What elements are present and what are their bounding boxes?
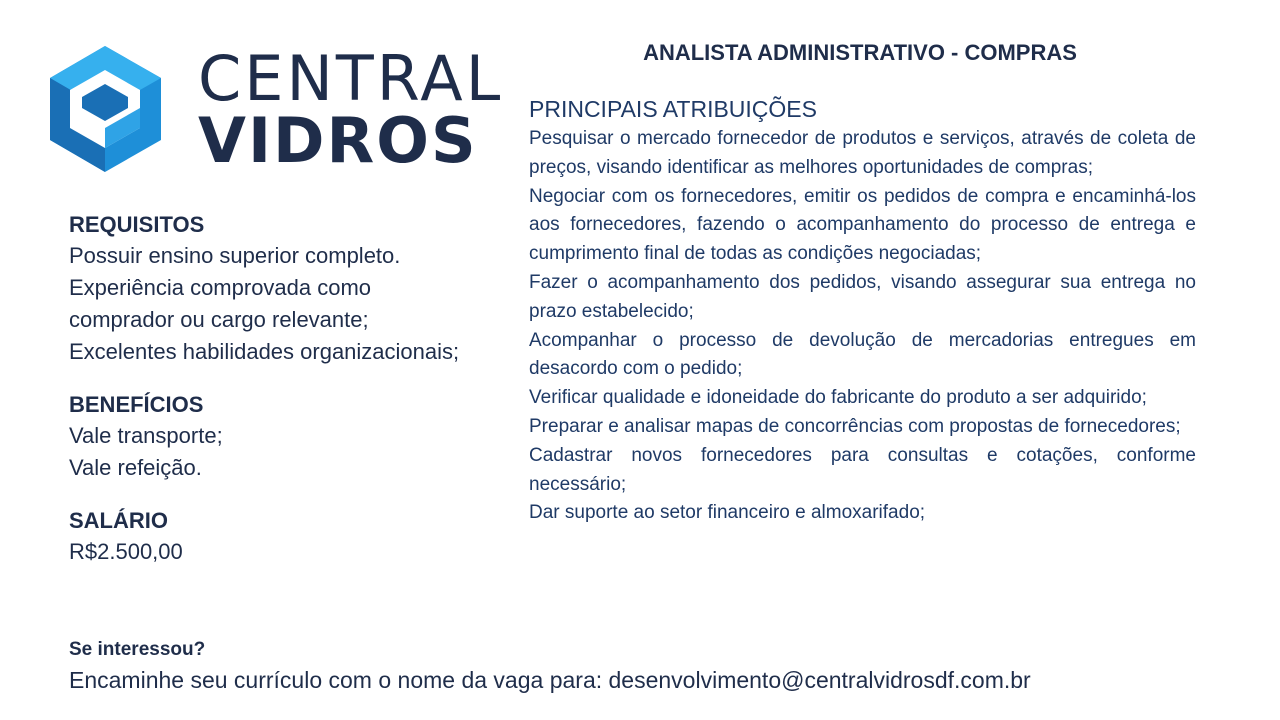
atribuicao-item: Pesquisar o mercado fornecedor de produtos e serviços, através de coleta de preços, visando identificar as melhores oportunidades de compras; — [529, 128, 1196, 178]
logo-mark-icon — [48, 44, 163, 174]
job-title: ANALISTA ADMINISTRATIVO - COMPRAS — [643, 40, 1077, 65]
atribuicao-item: Fazer o acompanhamento dos pedidos, visando assegurar sua entrega no prazo estabelecido; — [529, 271, 1196, 322]
atribuicoes-title: PRINCIPAIS ATRIBUIÇÕES — [529, 96, 817, 122]
atribuicoes-section — [529, 93, 1196, 528]
requisito-line: Experiência comprovada como — [69, 275, 372, 300]
atribuicao-item: Acompanhar o processo de devolução de mercadorias entregues em desacordo com o pedido; — [529, 329, 1196, 380]
atribuicao-item: Cadastrar novos fornecedores para consultas e cotações, conforme necessário; — [529, 444, 1196, 495]
contact-section — [69, 636, 1219, 696]
salario-value: R$2.500,00 — [69, 539, 183, 564]
contact-question: Se interessou? — [69, 639, 206, 660]
requisito-line: comprador ou cargo relevante; — [69, 307, 369, 332]
atribuicao-item: Dar suporte ao setor financeiro e almoxarifado; — [529, 502, 926, 524]
beneficio-line: Vale transporte; — [69, 423, 223, 448]
beneficios-title: BENEFÍCIOS — [69, 392, 204, 417]
atribuicao-item: Preparar e analisar mapas de concorrências com propostas de fornecedores; — [529, 415, 1181, 437]
company-logo — [48, 42, 504, 177]
contact-instruction: Encaminhe seu currículo com o nome da vaga para: desenvolvimento@centralvidrosdf.com.br — [69, 667, 1031, 693]
atribuicao-item: Negociar com os fornecedores, emitir os pedidos de compra e encaminhá-los aos fornecedores, fazendo o acompanhamento do processo de entrega e cumprimento final de todas as condições negociadas; — [529, 185, 1196, 265]
requisito-line: Possuir ensino superior completo. — [69, 243, 401, 268]
logo-text-central: CENTRAL — [198, 42, 504, 115]
requisitos-title: REQUISITOS — [69, 212, 205, 237]
salario-title: SALÁRIO — [69, 508, 168, 533]
atribuicao-item: Verificar qualidade e idoneidade do fabricante do produto a ser adquirido; — [529, 387, 1147, 409]
logo-text-vidros: VIDROS — [198, 104, 478, 177]
left-column — [69, 210, 509, 568]
requisito-line: Excelentes habilidades organizacionais; — [69, 339, 460, 364]
beneficio-line: Vale refeição. — [69, 455, 202, 480]
